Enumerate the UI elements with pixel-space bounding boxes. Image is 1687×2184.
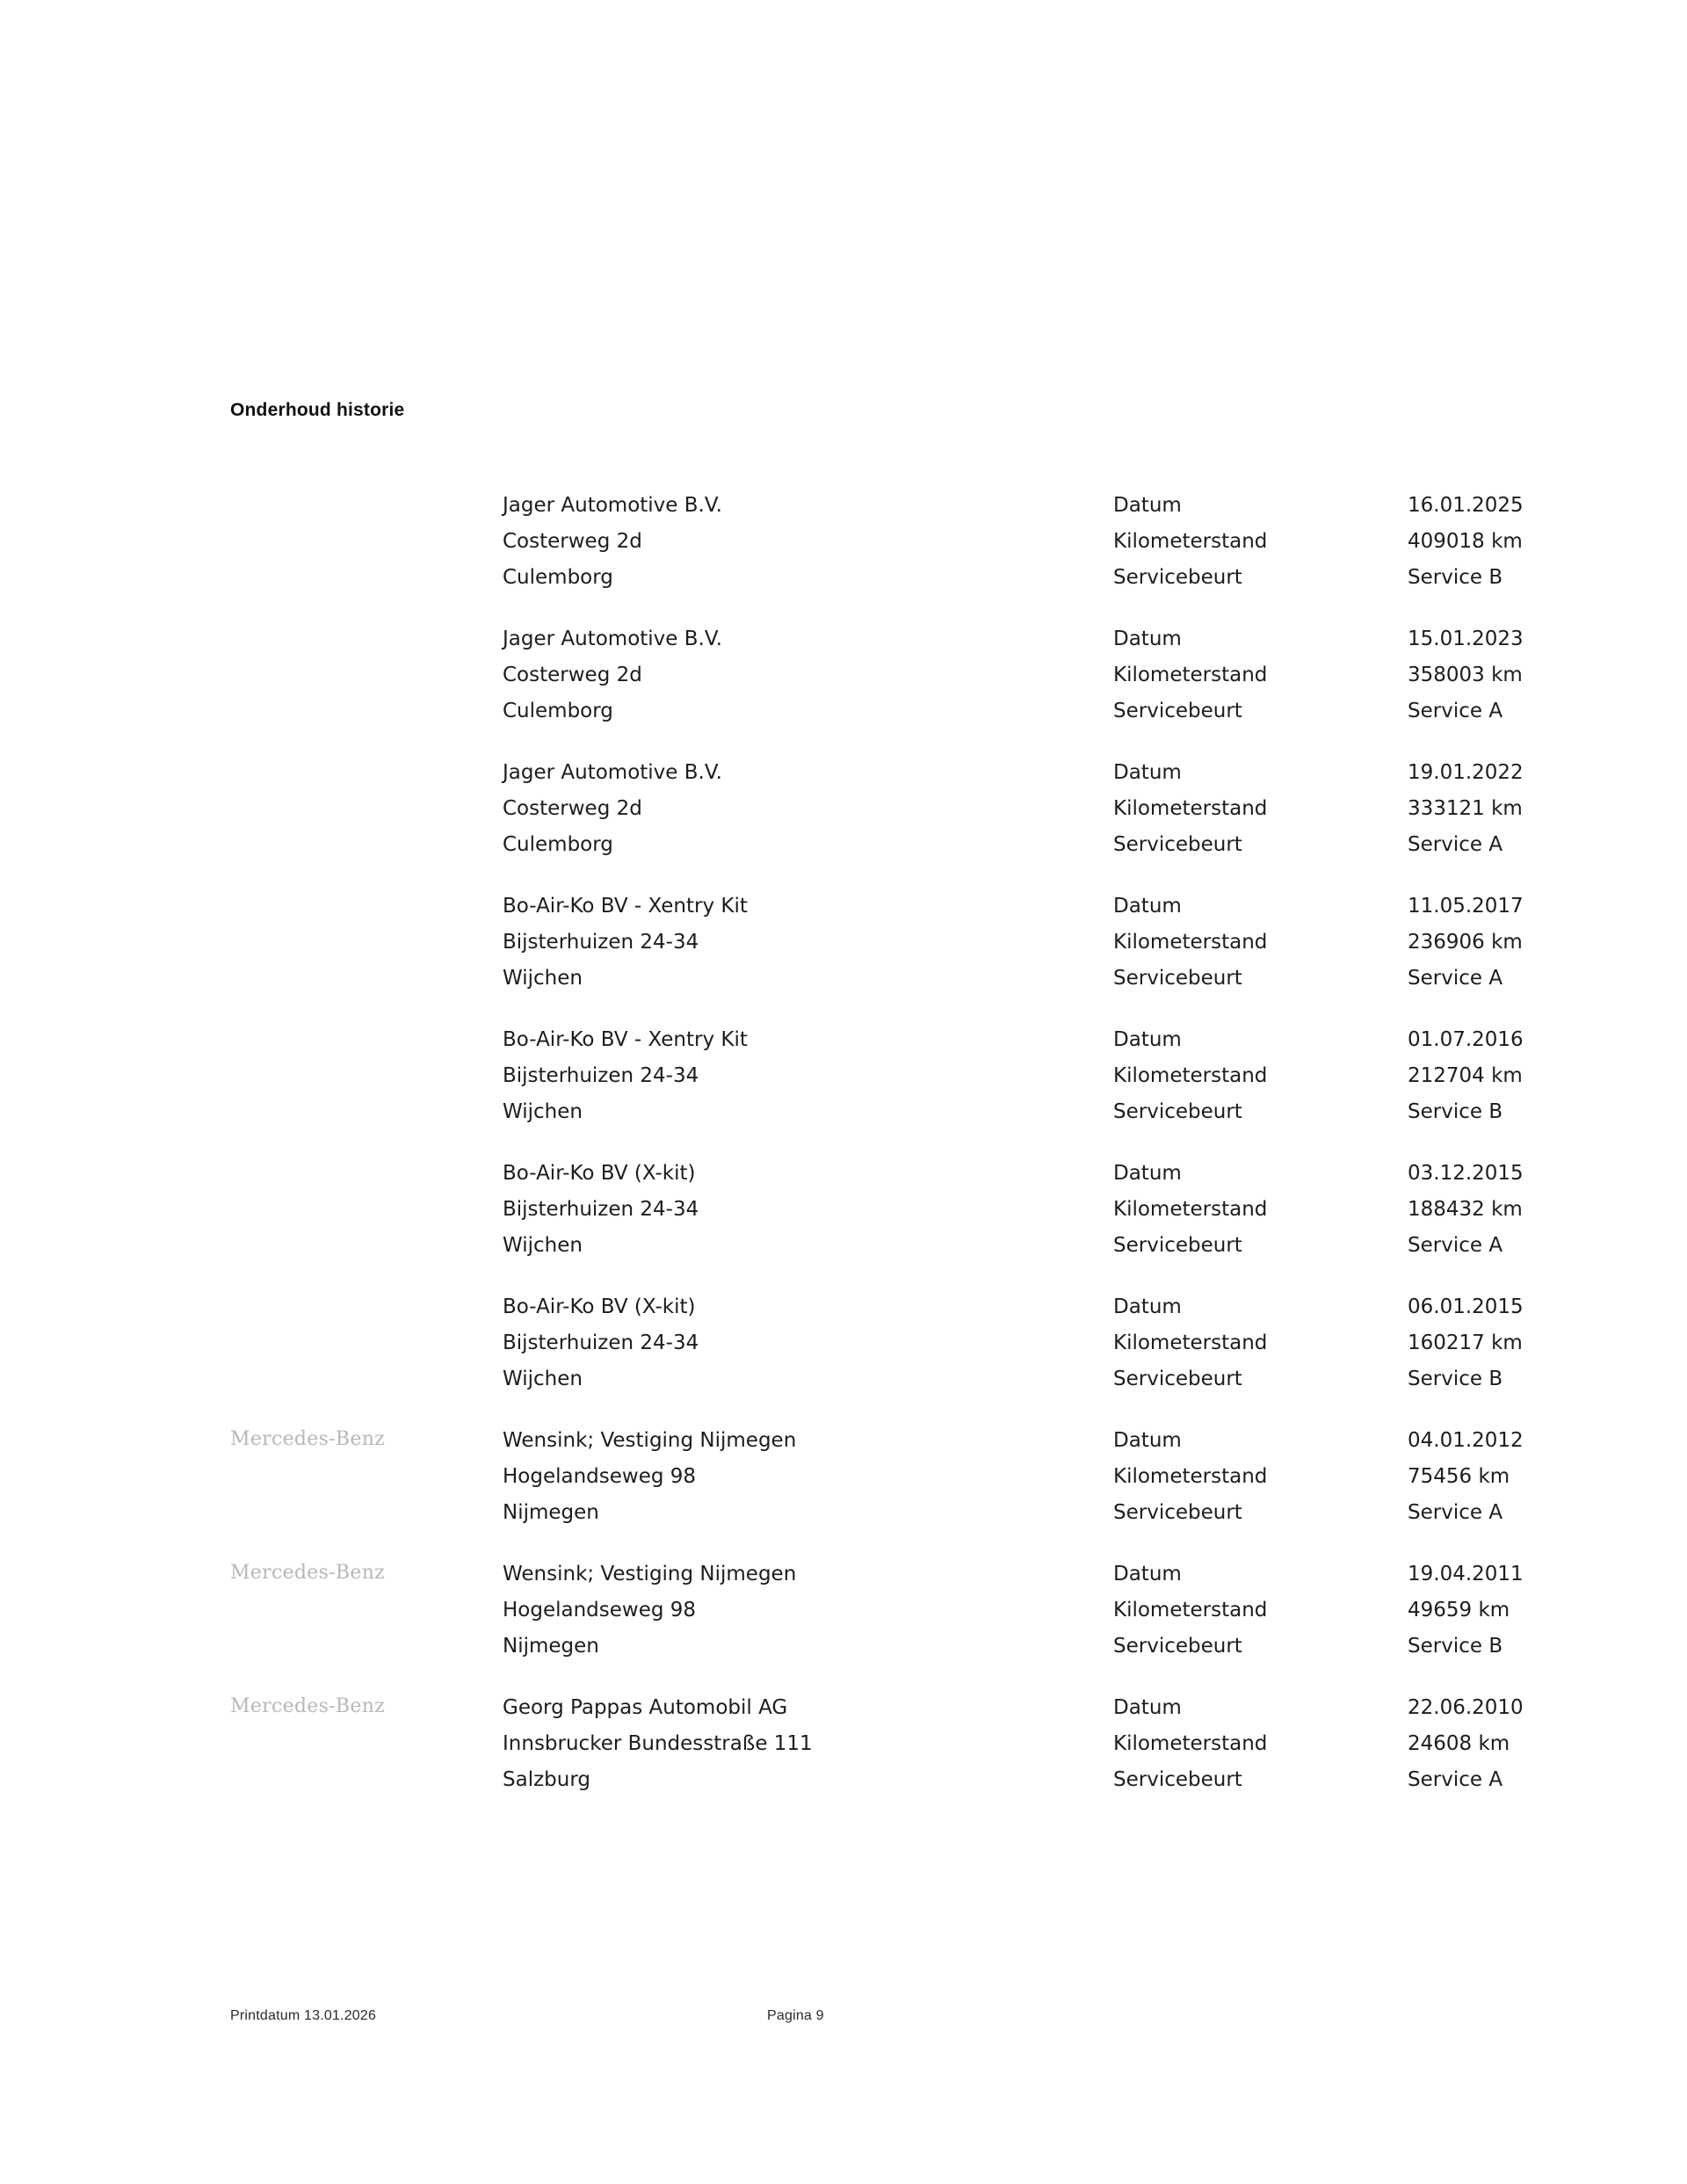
dealer-name: Jager Automotive B.V. — [503, 628, 722, 650]
value-service: Service A — [1408, 1501, 1503, 1524]
value-odometer: 333121 km — [1408, 797, 1523, 820]
dealer-city: Wijchen — [503, 967, 583, 990]
label-date: Datum — [1113, 1295, 1182, 1318]
label-date: Datum — [1113, 494, 1182, 517]
dealer-street: Costerweg 2d — [503, 797, 642, 820]
value-block — [1408, 1556, 1671, 1665]
label-odometer: Kilometerstand — [1113, 1064, 1268, 1087]
value-block — [1408, 621, 1671, 729]
label-service: Servicebeurt — [1113, 967, 1242, 990]
label-block — [1113, 621, 1394, 729]
value-odometer: 188432 km — [1408, 1198, 1523, 1221]
label-date: Datum — [1113, 1563, 1182, 1585]
list-item — [230, 1423, 1524, 1556]
label-service: Servicebeurt — [1113, 566, 1242, 589]
list-item — [230, 1156, 1524, 1289]
dealer-street: Hogelandseweg 98 — [503, 1599, 697, 1622]
label-service: Servicebeurt — [1113, 1100, 1242, 1123]
label-service: Servicebeurt — [1113, 1768, 1242, 1791]
value-odometer: 75456 km — [1408, 1465, 1510, 1488]
dealer-block — [503, 755, 907, 863]
list-item — [230, 488, 1524, 621]
label-service: Servicebeurt — [1113, 1501, 1242, 1524]
print-date: Printdatum 13.01.2026 — [230, 2008, 377, 2023]
label-block — [1113, 1022, 1394, 1130]
dealer-name: Wensink; Vestiging Nijmegen — [503, 1429, 797, 1452]
dealer-name: Jager Automotive B.V. — [503, 761, 722, 784]
label-service: Servicebeurt — [1113, 1368, 1242, 1390]
value-block — [1408, 1289, 1671, 1397]
dealer-city: Salzburg — [503, 1768, 590, 1791]
dealer-street: Costerweg 2d — [503, 664, 642, 686]
value-service: Service A — [1408, 833, 1503, 856]
dealer-city: Nijmegen — [503, 1501, 599, 1524]
dealer-block — [503, 1556, 907, 1665]
dealer-street: Innsbrucker Bundesstraße 111 — [503, 1732, 813, 1755]
label-block — [1113, 488, 1394, 596]
dealer-city: Culemborg — [503, 566, 613, 589]
label-block — [1113, 889, 1394, 997]
list-item — [230, 889, 1524, 1022]
label-block — [1113, 1289, 1394, 1397]
value-block — [1408, 1423, 1671, 1531]
label-odometer: Kilometerstand — [1113, 931, 1268, 954]
value-service: Service A — [1408, 700, 1503, 722]
dealer-city: Wijchen — [503, 1234, 583, 1257]
value-date: 19.04.2011 — [1408, 1563, 1524, 1585]
value-odometer: 160217 km — [1408, 1331, 1523, 1354]
dealer-name: Wensink; Vestiging Nijmegen — [503, 1563, 797, 1585]
value-date: 22.06.2010 — [1408, 1696, 1524, 1719]
value-block — [1408, 1690, 1671, 1798]
value-odometer: 24608 km — [1408, 1732, 1510, 1755]
value-service: Service A — [1408, 1768, 1503, 1791]
dealer-city: Wijchen — [503, 1368, 583, 1390]
label-date: Datum — [1113, 895, 1182, 918]
label-odometer: Kilometerstand — [1113, 1198, 1268, 1221]
dealer-street: Bijsterhuizen 24-34 — [503, 1198, 699, 1221]
label-service: Servicebeurt — [1113, 700, 1242, 722]
dealer-block — [503, 1423, 907, 1531]
dealer-name: Jager Automotive B.V. — [503, 494, 722, 517]
value-date: 06.01.2015 — [1408, 1295, 1524, 1318]
value-block — [1408, 1022, 1671, 1130]
dealer-city: Nijmegen — [503, 1635, 599, 1658]
dealer-city: Wijchen — [503, 1100, 583, 1123]
value-date: 15.01.2023 — [1408, 628, 1524, 650]
label-odometer: Kilometerstand — [1113, 1599, 1268, 1622]
dealer-street: Bijsterhuizen 24-34 — [503, 1064, 699, 1087]
dealer-block — [503, 1022, 907, 1130]
label-date: Datum — [1113, 628, 1182, 650]
value-odometer: 236906 km — [1408, 931, 1523, 954]
value-date: 19.01.2022 — [1408, 761, 1524, 784]
dealer-name: Georg Pappas Automobil AG — [503, 1696, 788, 1719]
value-block — [1408, 1156, 1671, 1264]
page-number: Pagina 9 — [767, 2008, 824, 2023]
dealer-city: Culemborg — [503, 700, 613, 722]
dealer-block — [503, 1690, 907, 1798]
mercedes-benz-logo: Mercedes-Benz — [230, 1562, 386, 1584]
label-odometer: Kilometerstand — [1113, 1331, 1268, 1354]
label-block — [1113, 1556, 1394, 1665]
dealer-name: Bo-Air-Ko BV (X-kit) — [503, 1295, 696, 1318]
dealer-street: Bijsterhuizen 24-34 — [503, 931, 699, 954]
value-service: Service B — [1408, 566, 1503, 589]
value-odometer: 409018 km — [1408, 530, 1523, 553]
label-odometer: Kilometerstand — [1113, 664, 1268, 686]
list-item — [230, 621, 1524, 755]
value-date: 04.01.2012 — [1408, 1429, 1524, 1452]
label-block — [1113, 755, 1394, 863]
label-odometer: Kilometerstand — [1113, 1465, 1268, 1488]
dealer-city: Culemborg — [503, 833, 613, 856]
label-date: Datum — [1113, 1028, 1182, 1051]
dealer-block — [503, 889, 907, 997]
label-block — [1113, 1423, 1394, 1531]
label-odometer: Kilometerstand — [1113, 530, 1268, 553]
value-odometer: 49659 km — [1408, 1599, 1510, 1622]
value-service: Service A — [1408, 1234, 1503, 1257]
dealer-name: Bo-Air-Ko BV - Xentry Kit — [503, 895, 748, 918]
dealer-block — [503, 621, 907, 729]
dealer-street: Costerweg 2d — [503, 530, 642, 553]
list-item — [230, 1289, 1524, 1423]
value-odometer: 212704 km — [1408, 1064, 1523, 1087]
value-date: 01.07.2016 — [1408, 1028, 1524, 1051]
mercedes-benz-logo: Mercedes-Benz — [230, 1428, 386, 1450]
value-date: 16.01.2025 — [1408, 494, 1524, 517]
mercedes-benz-logo: Mercedes-Benz — [230, 1695, 386, 1717]
label-odometer: Kilometerstand — [1113, 1732, 1268, 1755]
dealer-name: Bo-Air-Ko BV (X-kit) — [503, 1162, 696, 1185]
label-service: Servicebeurt — [1113, 1234, 1242, 1257]
label-block — [1113, 1690, 1394, 1798]
value-block — [1408, 755, 1671, 863]
dealer-name: Bo-Air-Ko BV - Xentry Kit — [503, 1028, 748, 1051]
service-history-list — [230, 488, 1524, 1824]
label-date: Datum — [1113, 1162, 1182, 1185]
list-item — [230, 1556, 1524, 1690]
list-item — [230, 1022, 1524, 1156]
value-date: 11.05.2017 — [1408, 895, 1524, 918]
page-footer — [0, 2008, 1687, 2035]
label-service: Servicebeurt — [1113, 1635, 1242, 1658]
label-service: Servicebeurt — [1113, 833, 1242, 856]
list-item — [230, 1690, 1524, 1824]
dealer-block — [503, 1289, 907, 1397]
list-item — [230, 755, 1524, 889]
value-service: Service B — [1408, 1635, 1503, 1658]
dealer-street: Bijsterhuizen 24-34 — [503, 1331, 699, 1354]
label-block — [1113, 1156, 1394, 1264]
dealer-block — [503, 1156, 907, 1264]
value-service: Service B — [1408, 1100, 1503, 1123]
value-odometer: 358003 km — [1408, 664, 1523, 686]
value-service: Service B — [1408, 1368, 1503, 1390]
label-date: Datum — [1113, 1696, 1182, 1719]
value-block — [1408, 488, 1671, 596]
page-title: Onderhoud historie — [230, 400, 405, 420]
dealer-block — [503, 488, 907, 596]
label-date: Datum — [1113, 761, 1182, 784]
dealer-street: Hogelandseweg 98 — [503, 1465, 697, 1488]
value-date: 03.12.2015 — [1408, 1162, 1524, 1185]
value-service: Service A — [1408, 967, 1503, 990]
label-date: Datum — [1113, 1429, 1182, 1452]
label-odometer: Kilometerstand — [1113, 797, 1268, 820]
value-block — [1408, 889, 1671, 997]
